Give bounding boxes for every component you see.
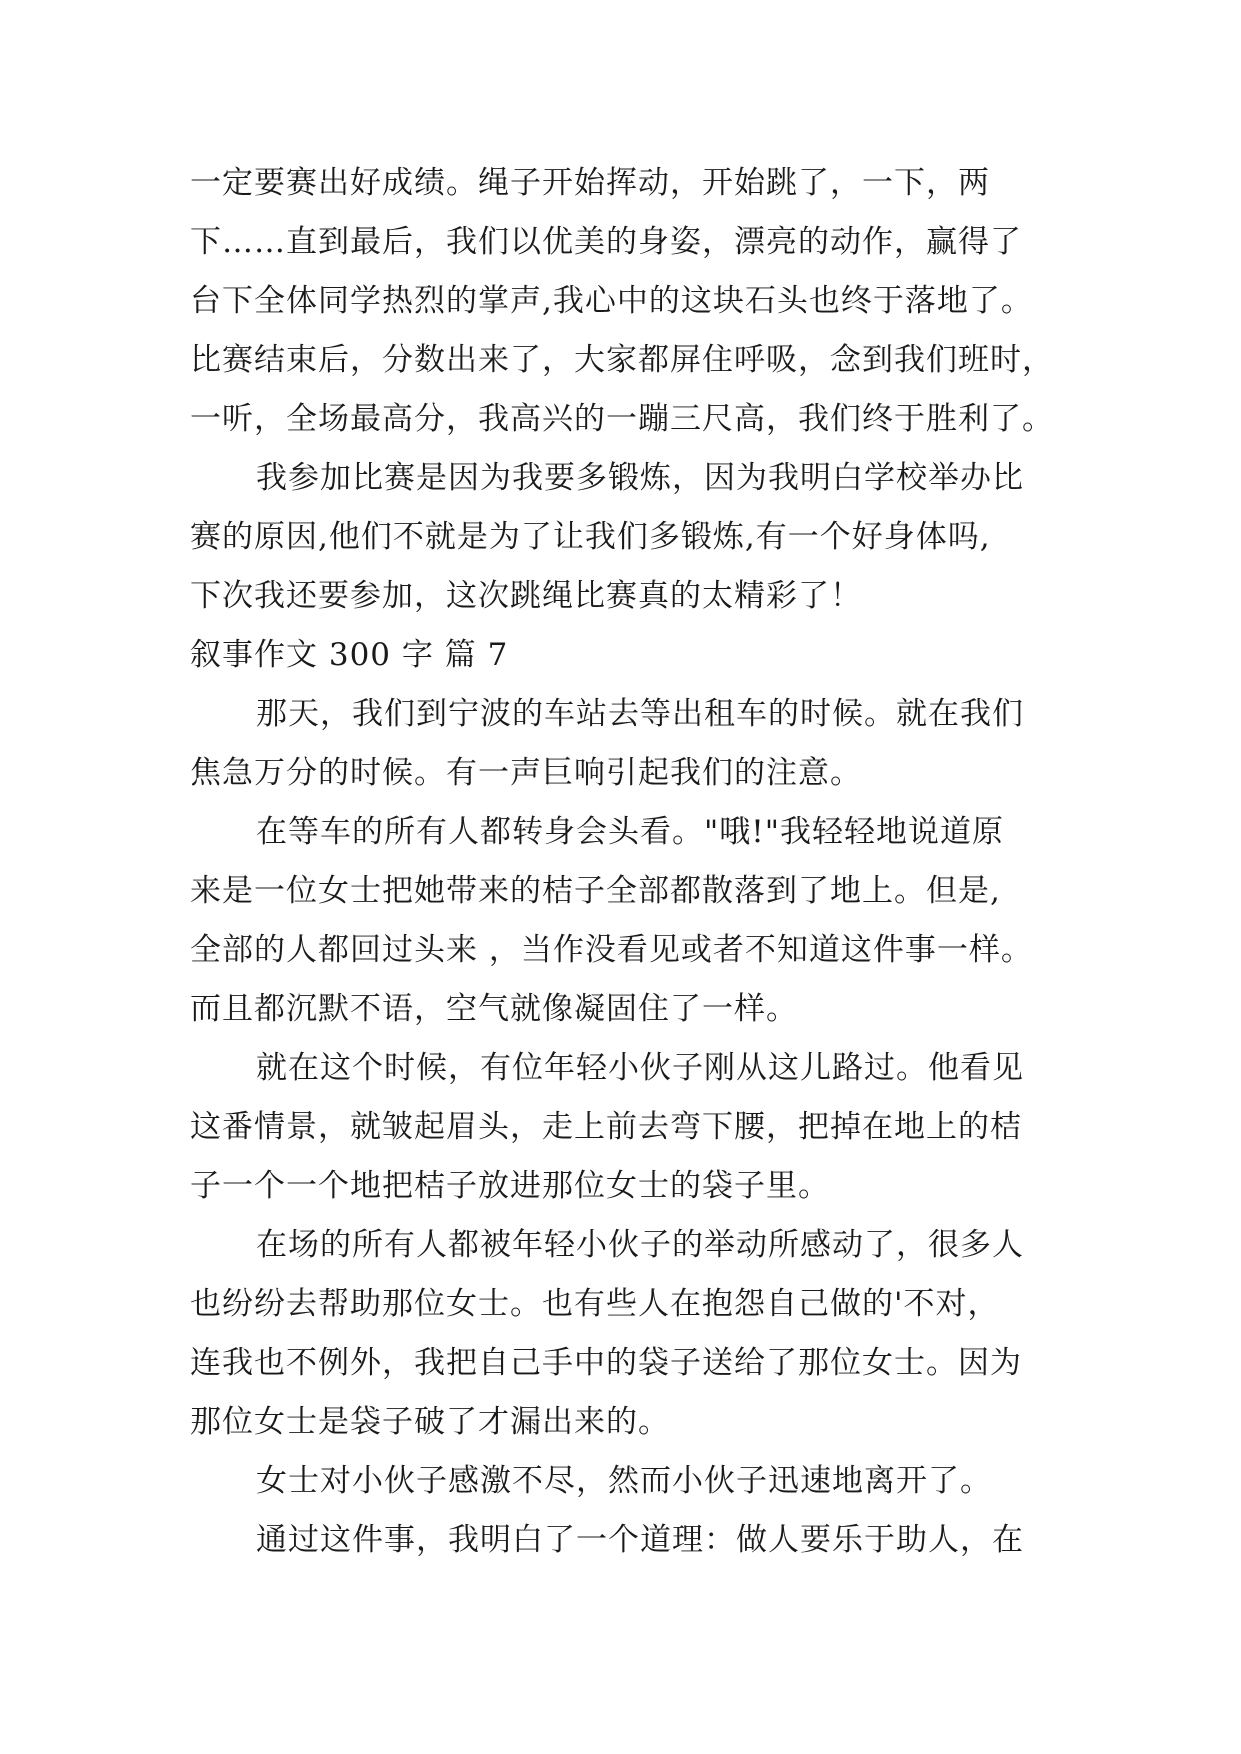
text-line: 那天，我们到宁波的车站去等出租车的时候。就在我们 — [256, 696, 1024, 732]
text-line: 焦急万分的时候。有一声巨响引起我们的注意。 — [190, 755, 862, 791]
document-body — [190, 154, 1090, 1570]
text-line: 在场的所有人都被年轻小伙子的举动所感动了，很多人 — [256, 1227, 1024, 1263]
text-line: 通过这件事，我明白了一个道理：做人要乐于助人，在 — [256, 1522, 1024, 1558]
text-line: 子一个一个地把桔子放进那位女士的袋子里。 — [190, 1168, 830, 1204]
text-line: 下……直到最后，我们以优美的身姿，漂亮的动作，赢得了 — [190, 224, 1022, 260]
text-line: 这番情景，就皱起眉头，走上前去弯下腰，把掉在地上的桔 — [190, 1109, 1022, 1145]
text-line: 在等车的所有人都转身会头看。"哦!"我轻轻地说道原 — [256, 814, 1004, 850]
text-line: 连我也不例外，我把自己手中的袋子送给了那位女士。因为 — [190, 1345, 1022, 1381]
text-line: 就在这个时候，有位年轻小伙子刚从这儿路过。他看见 — [256, 1050, 1024, 1086]
text-line: 来是一位女士把她带来的桔子全部都散落到了地上。但是, — [190, 873, 1001, 909]
text-line: 全部的人都回过头来 ，当作没看见或者不知道这件事一样。 — [190, 932, 1033, 968]
text-line: 比赛结束后，分数出来了，大家都屏住呼吸，念到我们班时， — [190, 342, 1054, 378]
text-line: 而且都沉默不语，空气就像凝固住了一样。 — [190, 991, 798, 1027]
text-line: 那位女士是袋子破了才漏出来的。 — [190, 1404, 670, 1440]
text-line: 一定要赛出好成绩。绳子开始挥动，开始跳了，一下，两 — [190, 165, 990, 201]
text-line: 也纷纷去帮助那位女士。也有些人在抱怨自己做的'不对， — [190, 1286, 1000, 1322]
text-line: 台下全体同学热烈的掌声,我心中的这块石头也终于落地了。 — [190, 283, 1033, 319]
text-line: 赛的原因,他们不就是为了让我们多锻炼,有一个好身体吗, — [190, 519, 991, 555]
text-line: 女士对小伙子感激不尽，然而小伙子迅速地离开了。 — [256, 1463, 992, 1499]
text-line: 一听，全场最高分，我高兴的一蹦三尺高，我们终于胜利了。 — [190, 401, 1054, 437]
text-line: 叙事作文 300 字 篇 7 — [190, 637, 509, 673]
text-line: 下次我还要参加，这次跳绳比赛真的太精彩了！ — [190, 578, 862, 614]
text-line: 我参加比赛是因为我要多锻炼，因为我明白学校举办比 — [256, 460, 1024, 496]
